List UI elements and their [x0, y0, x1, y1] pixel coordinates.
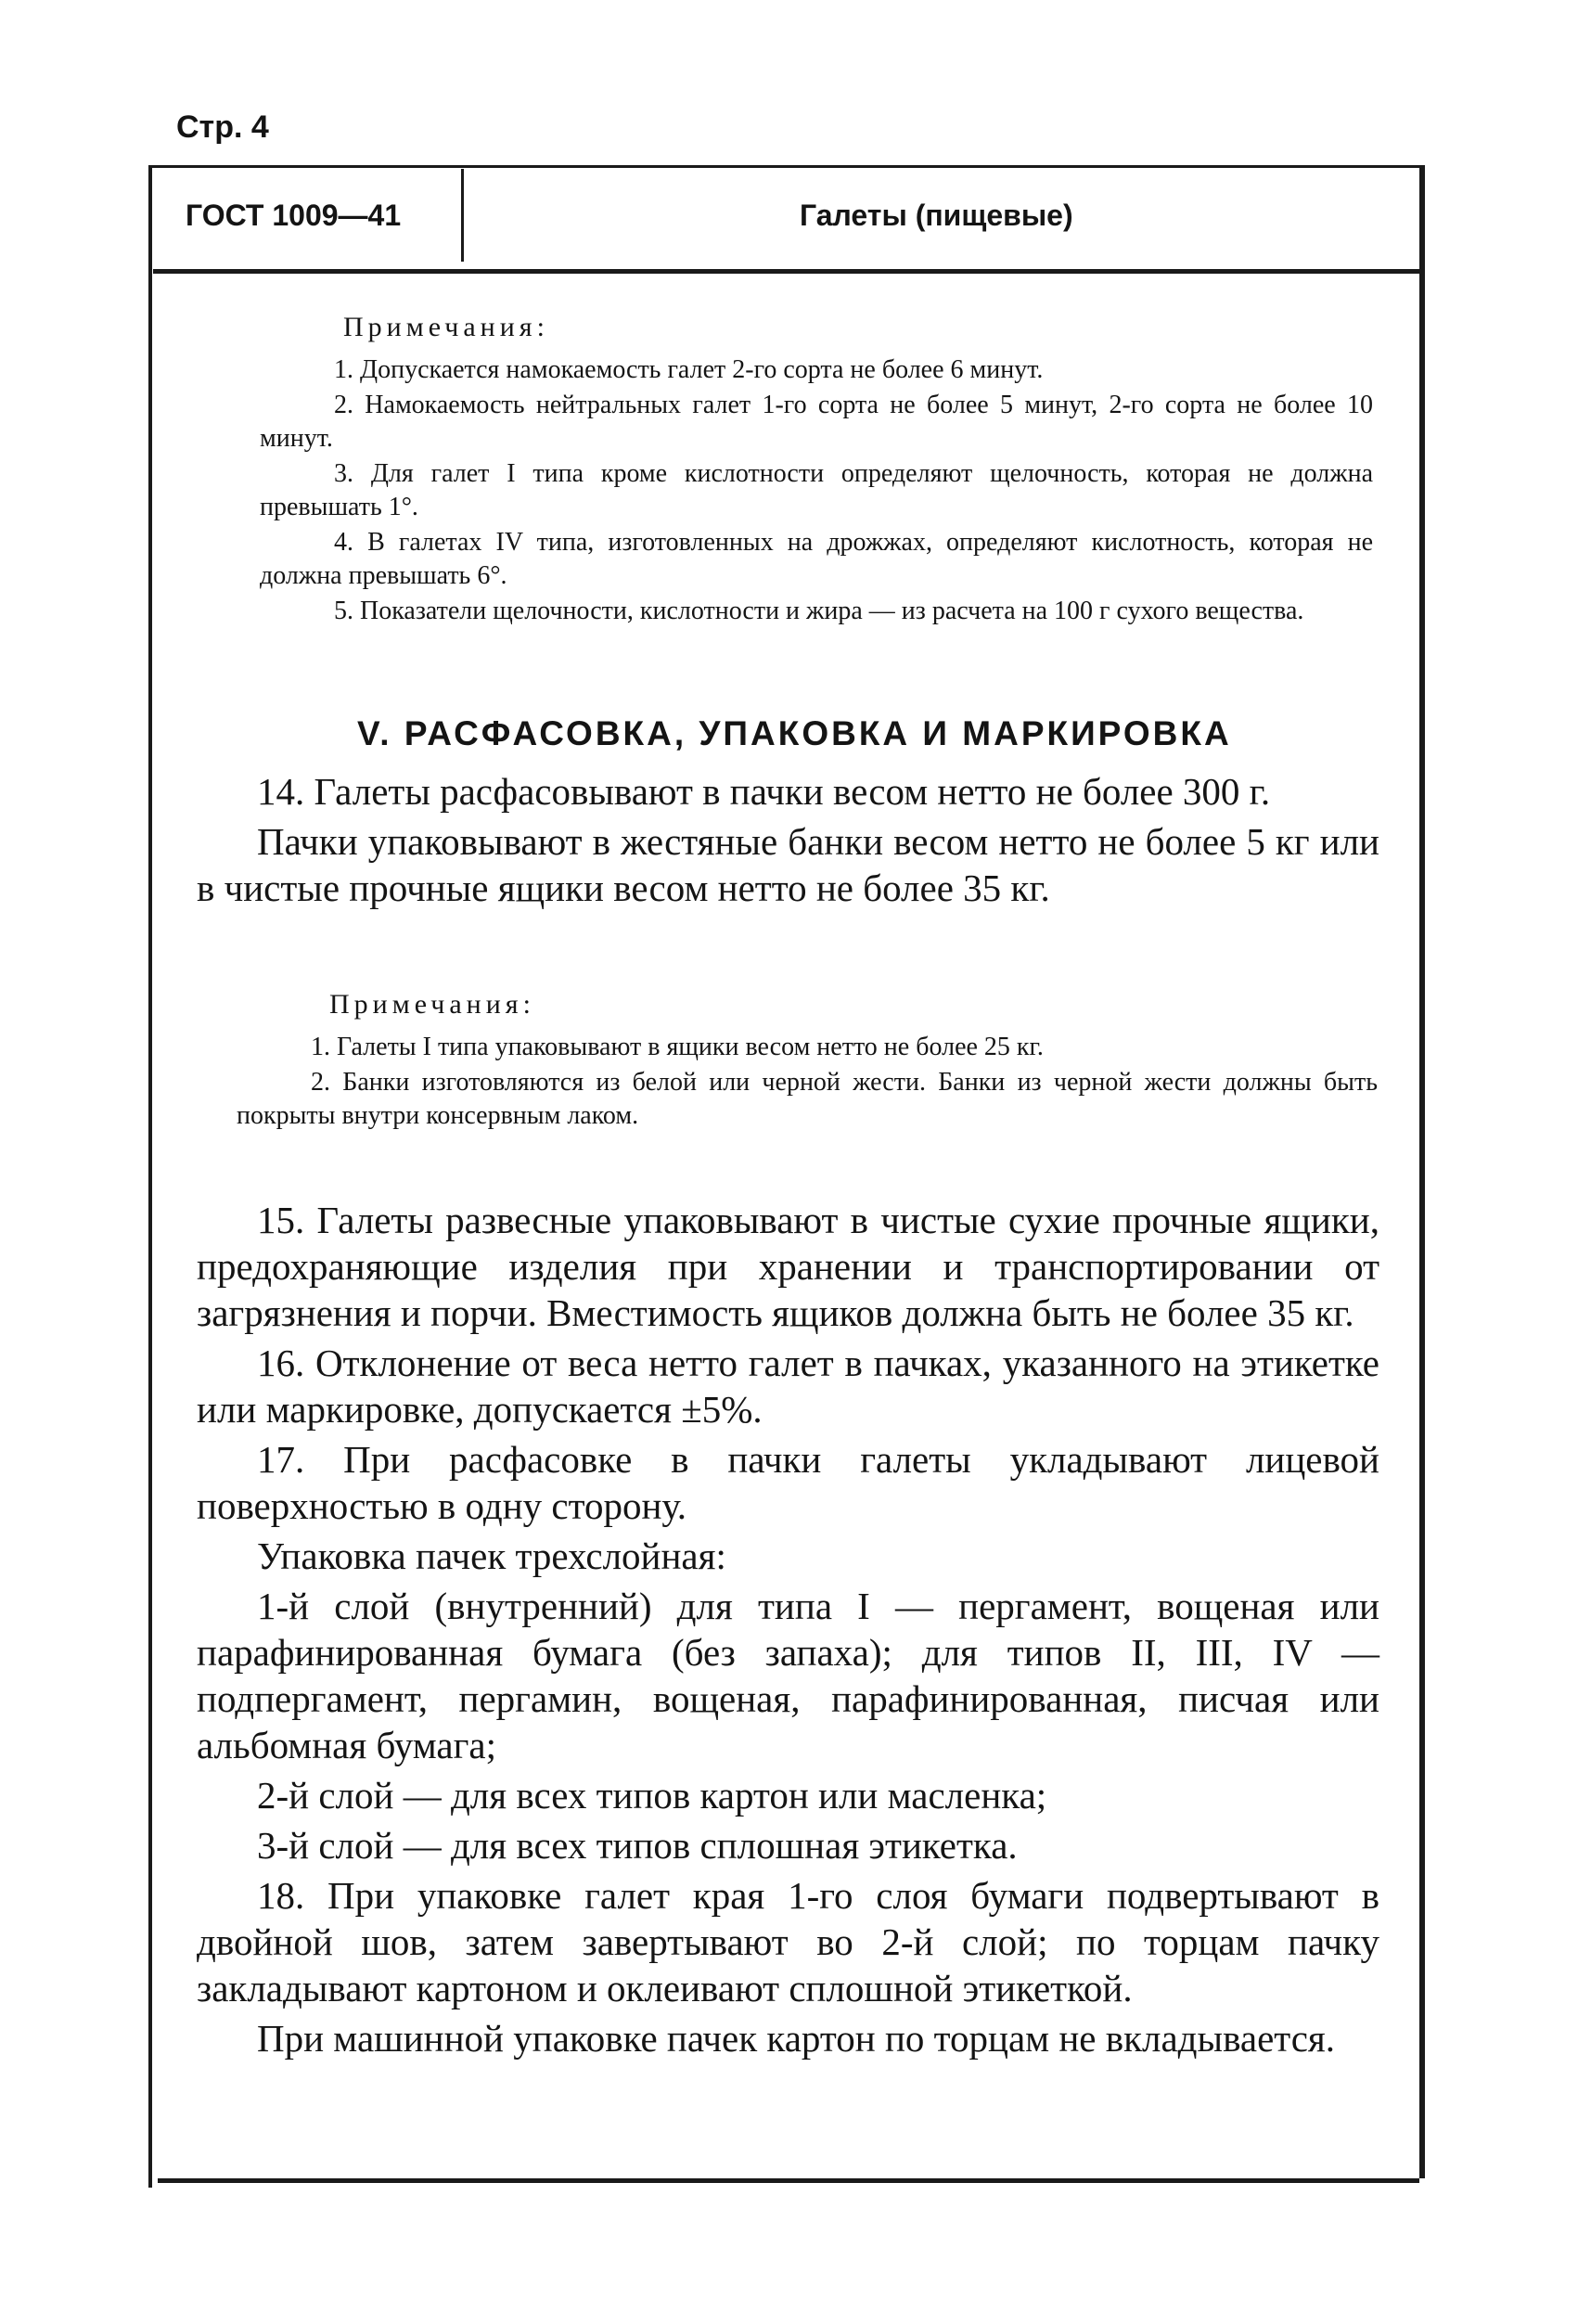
- notes-block-1: [260, 311, 1373, 630]
- paragraph: 14. Галеты расфасовывают в пачки весом нетто не более 300 г.: [257, 770, 1271, 813]
- paragraph: 15. Галеты развесные упаковывают в чистые сухие прочные ящики, предохраняющие изделия при хранении и транспортировании от загрязнения и порчи. Вместимость ящиков должна быть не более 35 кг.: [197, 1199, 1379, 1334]
- note-item: 3. Для галет I типа кроме кислотности определяют щелочность, которая не должна превышать 1°.: [260, 459, 1373, 521]
- header-divider: [153, 269, 1422, 274]
- document-title: Галеты (пищевые): [800, 199, 1073, 232]
- paragraph: 17. При расфасовке в пачки галеты укладывают лицевой поверхностью в одну сторону.: [197, 1438, 1379, 1527]
- paragraph: 1-й слой (внутренний) для типа I — пергамент, вощеная или парафинированная бумага (без запаха); для типов II, III, IV — подпергамент, пергамин, вощеная, парафинированная, писчая или альбомная бумага;: [197, 1585, 1379, 1766]
- note-item: 1. Допускается намокаемость галет 2-го сорта не более 6 минут.: [334, 355, 1044, 384]
- notes-heading: Примечания:: [329, 989, 535, 1020]
- body-text-block-2: [197, 1197, 1379, 2065]
- paragraph: Упаковка пачек трехслойная:: [257, 1534, 726, 1577]
- frame-left-border: [148, 165, 152, 2188]
- paragraph: 2-й слой — для всех типов картон или масленка;: [257, 1774, 1047, 1817]
- gost-code: ГОСТ 1009—41: [186, 199, 402, 232]
- paragraph: 18. При упаковке галет края 1-го слоя бумаги подвертывают в двойной шов, затем завертывают во 2-й слой; по торцам пачку закладывают картоном и оклеивают сплошной этикеткой.: [197, 1874, 1379, 2009]
- note-item: 4. В галетах IV типа, изготовленных на дрожжах, определяют кислотность, которая не должна превышать 6°.: [260, 528, 1373, 590]
- notes-block-2: [237, 988, 1378, 1135]
- frame-bottom-border: [158, 2178, 1419, 2183]
- note-item: 5. Показатели щелочности, кислотности и жира — из расчета на 100 г сухого вещества.: [334, 597, 1304, 625]
- note-item: 2. Намокаемость нейтральных галет 1-го сорта не более 5 минут, 2-го сорта не более 10 минут.: [260, 391, 1373, 453]
- paragraph: Пачки упаковывают в жестяные банки весом нетто не более 5 кг или в чистые прочные ящики весом нетто не более 35 кг.: [197, 820, 1379, 909]
- body-text-block-1: [197, 768, 1379, 915]
- note-item: 2. Банки изготовляются из белой или черной жести. Банки из черной жести должны быть покрыты внутри консервным лаком.: [237, 1068, 1378, 1130]
- notes-heading: Примечания:: [343, 312, 549, 342]
- paragraph: 3-й слой — для всех типов сплошная этикетка.: [257, 1824, 1018, 1867]
- note-item: 1. Галеты I типа упаковывают в ящики весом нетто не более 25 кг.: [311, 1033, 1044, 1061]
- paragraph: При машинной упаковке пачек картон по торцам не вкладывается.: [257, 2017, 1336, 2060]
- frame-top-border: [148, 165, 1425, 168]
- section-title: V. РАСФАСОВКА, УПАКОВКА И МАРКИРОВКА: [357, 714, 1232, 752]
- frame-right-border: [1419, 165, 1425, 2178]
- page-number: Стр. 4: [176, 109, 269, 145]
- paragraph: 16. Отклонение от веса нетто галет в пачках, указанного на этикетке или маркировке, допускается ±5%.: [197, 1342, 1379, 1431]
- header-column-separator: [461, 169, 464, 262]
